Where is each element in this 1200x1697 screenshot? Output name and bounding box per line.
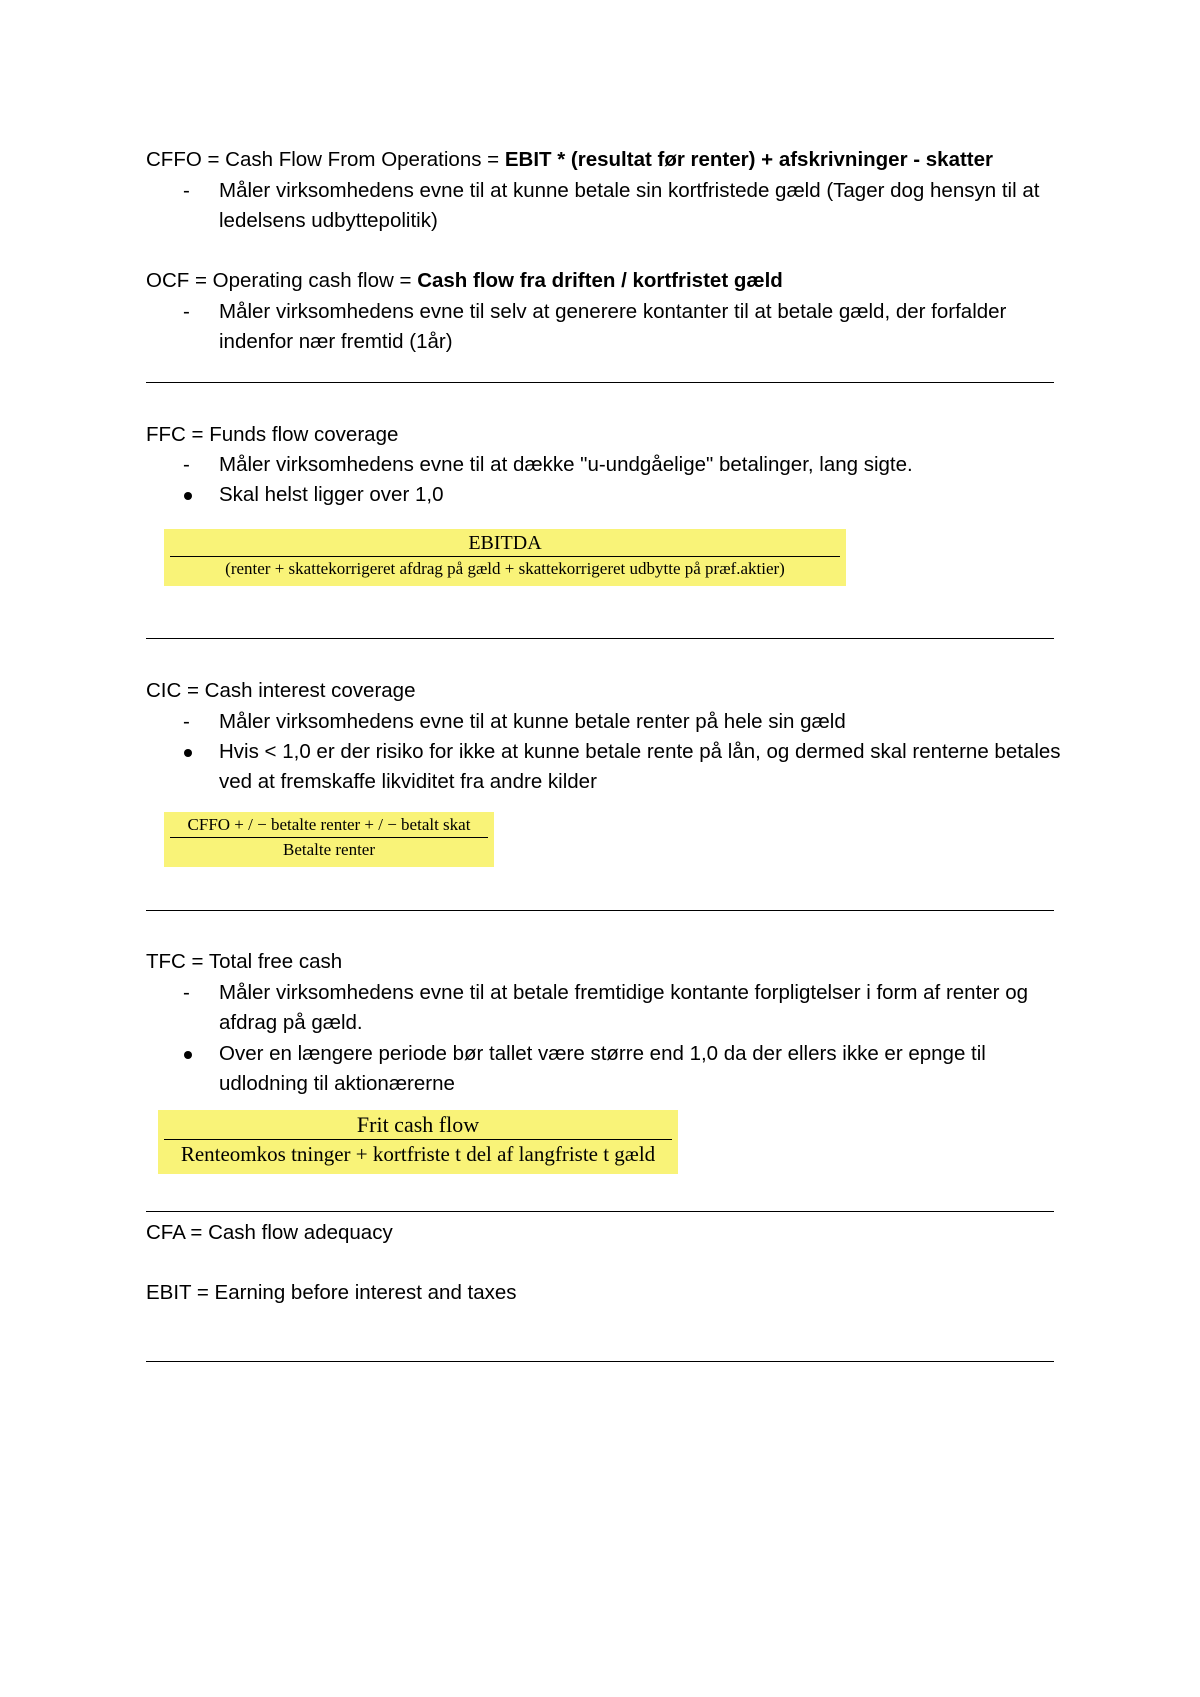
fraction-bar bbox=[170, 837, 488, 838]
cffo-definition bbox=[146, 146, 993, 174]
bullet-icon bbox=[184, 1051, 192, 1059]
ocf-lead: OCF = Operating cash flow = bbox=[146, 269, 418, 292]
cffo-item-1-text: Måler virksomhedens evne til at kunne betale sin kortfristede gæld (Tager dog hensyn til at ledelsens udbyttepolitik) bbox=[219, 179, 1040, 232]
ffc-item-1 bbox=[146, 450, 1066, 480]
cfa-title: CFA = Cash flow adequacy bbox=[146, 1221, 393, 1244]
ffc-item-2 bbox=[146, 480, 1066, 510]
cffo-item-1 bbox=[146, 176, 1066, 236]
section-divider bbox=[146, 638, 1054, 639]
ffc-formula-denominator: (renter + skattekorrigeret afdrag på gæld + skattekorrigeret udbytte på præf.aktier) bbox=[225, 559, 785, 578]
tfc-item-1 bbox=[146, 978, 1066, 1038]
dash-marker: - bbox=[183, 300, 190, 323]
tfc-title: TFC = Total free cash bbox=[146, 950, 343, 973]
cic-item-2 bbox=[146, 737, 1066, 797]
tfc-item-2-text: Over en længere periode bør tallet være større end 1,0 da der ellers ikke er epnge til udlodning til aktionærerne bbox=[219, 1042, 986, 1095]
dash-marker: - bbox=[183, 179, 190, 202]
ebit-title: EBIT = Earning before interest and taxes bbox=[146, 1281, 517, 1304]
cic-title: CIC = Cash interest coverage bbox=[146, 679, 416, 702]
section-divider bbox=[146, 382, 1054, 383]
dash-marker: - bbox=[183, 453, 190, 476]
ocf-formula-bold: Cash flow fra driften / kortfristet gæld bbox=[417, 269, 783, 292]
ffc-title: FFC = Funds flow coverage bbox=[146, 423, 399, 446]
fraction-bar bbox=[170, 556, 840, 557]
cic-formula-numerator: CFFO + / − betalte renter + / − betalt skat bbox=[187, 815, 471, 834]
ffc-formula-numerator: EBITDA bbox=[468, 532, 542, 554]
fraction-bar bbox=[164, 1139, 672, 1140]
cffo-lead: CFFO = Cash Flow From Operations = bbox=[146, 148, 505, 171]
cic-formula bbox=[164, 812, 494, 867]
cic-item-1 bbox=[146, 707, 1066, 737]
tfc-formula-denominator: Renteomkos tninger + kortfriste t del af langfriste t gæld bbox=[180, 1142, 656, 1166]
ffc-formula bbox=[164, 529, 846, 586]
cffo-formula-bold: EBIT * (resultat før renter) + afskrivninger - skatter bbox=[504, 148, 994, 171]
ocf-definition bbox=[146, 267, 783, 295]
dash-marker: - bbox=[183, 981, 190, 1004]
cic-item-1-text: Måler virksomhedens evne til at kunne betale renter på hele sin gæld bbox=[219, 710, 846, 733]
tfc-formula-numerator: Frit cash flow bbox=[356, 1112, 480, 1137]
section-divider bbox=[146, 1211, 1054, 1212]
section-divider bbox=[146, 910, 1054, 911]
dash-marker: - bbox=[183, 710, 190, 733]
bullet-icon bbox=[184, 492, 192, 500]
tfc-item-1-text: Måler virksomhedens evne til at betale fremtidige kontante forpligtelser i form af renter og afdrag på gæld. bbox=[219, 981, 1028, 1034]
ocf-item-1-text: Måler virksomhedens evne til selv at generere kontanter til at betale gæld, der forfalder indenfor nær fremtid (1år) bbox=[219, 300, 1007, 353]
ffc-item-2-text: Skal helst ligger over 1,0 bbox=[219, 483, 444, 506]
ffc-item-1-text: Måler virksomhedens evne til at dække "u-undgåelige" betalinger, lang sigte. bbox=[219, 453, 913, 476]
cic-formula-denominator: Betalte renter bbox=[282, 840, 376, 859]
section-divider bbox=[146, 1361, 1054, 1362]
tfc-formula bbox=[158, 1110, 678, 1174]
ocf-item-1 bbox=[146, 297, 1066, 357]
cic-item-2-text: Hvis < 1,0 er der risiko for ikke at kunne betale rente på lån, og dermed skal renterne betales ved at fremskaffe likviditet fra andre kilder bbox=[219, 740, 1061, 793]
tfc-item-2 bbox=[146, 1039, 1066, 1099]
bullet-icon bbox=[184, 749, 192, 757]
